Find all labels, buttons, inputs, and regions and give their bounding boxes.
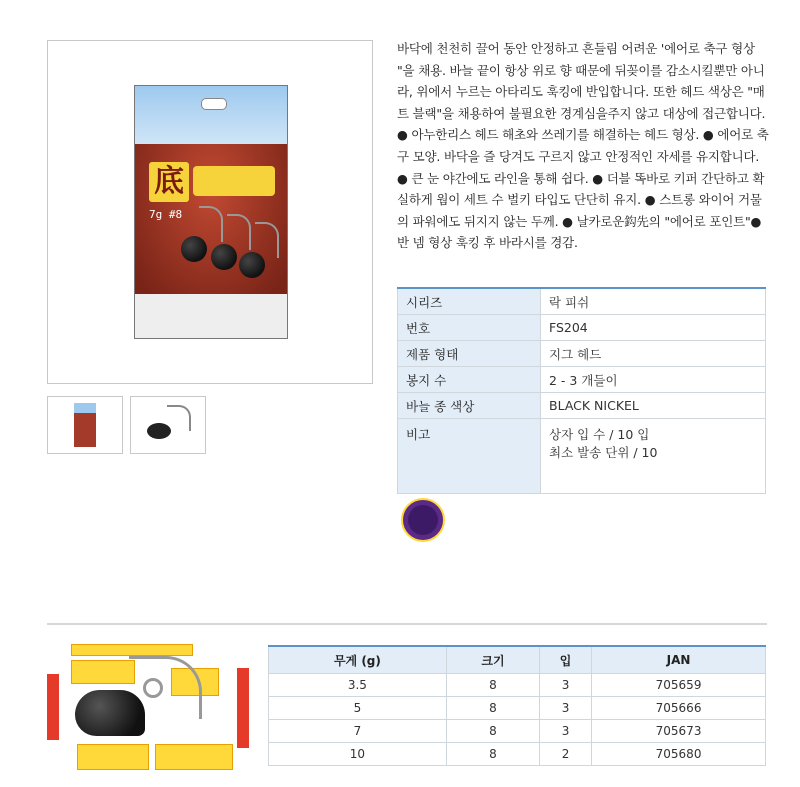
spec-value: 2 - 3 개들이 — [541, 367, 766, 393]
table-row — [269, 720, 766, 743]
jig-hook — [199, 206, 223, 242]
product-package — [134, 85, 288, 339]
jig-head — [239, 252, 265, 278]
thumbnail-package-icon — [74, 403, 96, 447]
column-header: 무게 (g) — [269, 646, 447, 674]
table-row — [269, 697, 766, 720]
table-row — [269, 674, 766, 697]
jig-head — [181, 236, 207, 262]
jig-hook — [255, 222, 279, 258]
note-line: 최소 발송 단위 / 10 — [549, 445, 658, 460]
package-title-block — [193, 166, 275, 196]
spec-label: 바늘 종 색상 — [398, 393, 541, 419]
description-paragraph: 바닥에 천천히 끌어 동안 안정하고 흔들림 어려운 '에어로 축구 형상 "을 채용. 바늘 끝이 항상 위로 향 때문에 뒤꽂이를 감소시킬뿐만 아니라, 위에서 누르는 아타리도 훅킹에 반입합니다. 또한 헤드 색상은 "매트 블랙"을 채용하여 불필요한 경계심을주지 않고 대상에 접근합니다. — [397, 41, 766, 121]
column-header: 크기 — [446, 646, 539, 674]
table-row — [269, 743, 766, 766]
description-bullets: ● 아누한리스 헤드 해초와 쓰레기를 해결하는 헤드 형상. ● 에어로 축구 모양. 바닥을 즐 당겨도 구르지 않고 안정적인 자세를 유지합니다. ● 큰 눈 야간에도 라인을 통해 쉽다. ● 더블 똑바로 키퍼 간단하고 확실하게 웜이 세트 수 벌키 타입도 단단히 유지. ● 스트롱 와이어 거물의 파워에도 뒤지지 않는 두께. ● 날카로운鈎先의 "에어로 포인트"● 반 넴 형상 훅킹 후 바라시를 경감. — [397, 127, 769, 251]
table-cell: 705673 — [592, 720, 766, 743]
size-table — [268, 645, 766, 766]
spec-row — [398, 288, 766, 315]
spec-value: 지그 헤드 — [541, 341, 766, 367]
table-cell: 8 — [446, 720, 539, 743]
note-line: 상자 입 수 / 10 입 — [549, 427, 650, 442]
jig-head-diagram-icon — [47, 638, 259, 770]
spec-row — [398, 315, 766, 341]
table-cell: 705680 — [592, 743, 766, 766]
spec-row — [398, 393, 766, 419]
table-cell: 3 — [540, 674, 592, 697]
hang-hole — [201, 98, 227, 110]
table-cell: 3 — [540, 720, 592, 743]
package-kanji: 底 — [149, 162, 189, 202]
table-cell: 7 — [269, 720, 447, 743]
main-product-image — [47, 40, 373, 384]
package-header — [135, 86, 287, 144]
table-cell: 3 — [540, 697, 592, 720]
spec-value: BLACK NICKEL — [541, 393, 766, 419]
section-divider — [47, 623, 767, 625]
jig-head-icon — [75, 690, 145, 736]
hook-icon — [167, 405, 191, 431]
thumbnail-package[interactable] — [47, 396, 123, 454]
table-cell: 8 — [446, 697, 539, 720]
aero-point-badge-icon — [401, 498, 445, 542]
product-description — [397, 38, 769, 254]
table-cell: 5 — [269, 697, 447, 720]
jig-head-icon — [147, 423, 171, 439]
eye-icon — [143, 678, 163, 698]
spec-row — [398, 341, 766, 367]
table-cell: 705666 — [592, 697, 766, 720]
spec-label: 봉지 수 — [398, 367, 541, 393]
column-header: 입 — [540, 646, 592, 674]
table-cell: 8 — [446, 743, 539, 766]
table-cell: 10 — [269, 743, 447, 766]
spec-row — [398, 367, 766, 393]
spec-value: FS204 — [541, 315, 766, 341]
package-footer — [135, 294, 287, 338]
table-cell: 705659 — [592, 674, 766, 697]
spec-label: 번호 — [398, 315, 541, 341]
table-cell: 3.5 — [269, 674, 447, 697]
spec-value — [541, 419, 766, 494]
spec-value: 락 피쉬 — [541, 288, 766, 315]
package-weight: 7g #8 — [149, 208, 183, 221]
table-cell: 8 — [446, 674, 539, 697]
thumbnail-jig-head[interactable] — [130, 396, 206, 454]
spec-label: 제품 형태 — [398, 341, 541, 367]
spec-table — [397, 287, 766, 494]
spec-label: 시리즈 — [398, 288, 541, 315]
table-cell: 2 — [540, 743, 592, 766]
jig-hook — [227, 214, 251, 250]
spec-label: 비고 — [398, 419, 541, 494]
spec-row — [398, 419, 766, 494]
size-header-row — [269, 646, 766, 674]
column-header: JAN — [592, 646, 766, 674]
jig-head — [211, 244, 237, 270]
